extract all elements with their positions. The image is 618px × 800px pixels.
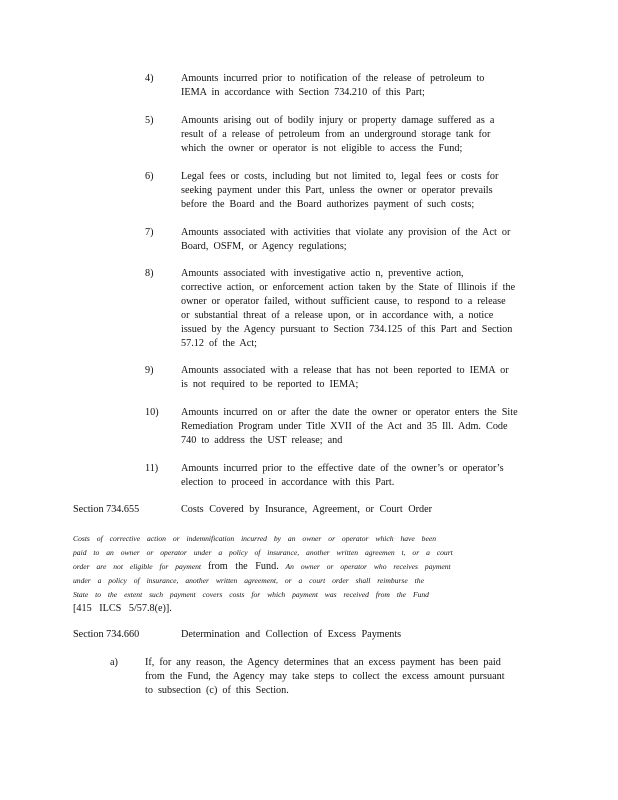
subsection-text: [145, 656, 525, 698]
section-title: Costs Covered by Insurance, Agreement, or Court Order: [181, 504, 433, 515]
item-number: 5): [145, 115, 154, 126]
item-number: 7): [145, 227, 154, 238]
item-number: 6): [145, 171, 154, 182]
item-line: Amounts associated with activities that violate any provision of the Act or: [181, 227, 511, 238]
item-number: 11): [145, 463, 159, 474]
statute-line: [73, 560, 533, 574]
subsection-line: If, for any reason, the Agency determines that an excess payment has been paid: [145, 657, 501, 668]
item-line: Amounts incurred on or after the date the owner or operator enters the Site: [181, 407, 518, 418]
statute-citation: [415 ILCS 5/57.8(e)].: [73, 603, 172, 614]
section-number: Section 734.655: [73, 504, 140, 515]
item-line: Amounts incurred prior to notification of the release of petroleum to: [181, 73, 485, 84]
item-line: Amounts associated with a release that has not been reported to IEMA or: [181, 365, 509, 376]
list-item: [181, 170, 541, 212]
subsection-letter: a): [110, 657, 118, 668]
list-item: [181, 406, 541, 448]
statute-line: Costs of corrective action or indemnification incurred by an owner or operator which have been: [73, 534, 437, 543]
item-line: Board, OSFM, or Agency regulations;: [181, 241, 347, 252]
statute-line: under a policy of insurance, another written agreement, or a court order shall reimburse the: [73, 576, 424, 585]
list-item: [181, 462, 541, 490]
statute-fragment-normal: from the Fund.: [207, 561, 279, 572]
item-line: or substantial threat of a release upon, or in accordance with, a notice: [181, 310, 494, 321]
statutory-text: [73, 532, 533, 616]
statute-fragment: An owner or operator who receives payment: [285, 562, 451, 571]
item-line: result of a release of petroleum from an underground storage tank for: [181, 129, 491, 140]
statute-fragment: order are not eligible for payment: [73, 562, 201, 571]
item-number: 10): [145, 407, 159, 418]
item-line: Amounts associated with investigative actio n, preventive action,: [181, 268, 464, 279]
item-number: 4): [145, 73, 154, 84]
subsection-line: from the Fund, the Agency may take steps to collect the excess amount pursuant: [145, 671, 505, 682]
item-line: owner or operator failed, without sufficient cause, to respond to a release: [181, 296, 506, 307]
item-number: 8): [145, 268, 154, 279]
list-item: [181, 72, 541, 100]
statute-line: paid to an owner or operator under a policy of insurance, another written agreemen t, or a court: [73, 548, 453, 557]
item-number: 9): [145, 365, 154, 376]
list-item: [181, 364, 541, 392]
item-line: 57.12 of the Act;: [181, 338, 257, 349]
item-line: issued by the Agency pursuant to Section 734.125 of this Part and Section: [181, 324, 513, 335]
item-line: is not required to be reported to IEMA;: [181, 379, 359, 390]
list-item: [181, 114, 541, 156]
list-item: [181, 267, 541, 351]
item-line: Amounts incurred prior to the effective date of the owner’s or operator’s: [181, 463, 504, 474]
item-line: which the owner or operator is not eligible to access the Fund;: [181, 143, 463, 154]
item-line: Remediation Program under Title XVII of the Act and 35 Ill. Adm. Code: [181, 421, 508, 432]
subsection-line: to subsection (c) of this Section.: [145, 685, 289, 696]
item-line: before the Board and the Board authorizes payment of such costs;: [181, 199, 475, 210]
item-line: election to proceed in accordance with this Part.: [181, 477, 395, 488]
section-number: Section 734.660: [73, 629, 140, 640]
item-line: seeking payment under this Part, unless the owner or operator prevails: [181, 185, 493, 196]
statute-line: State to the extent such payment covers costs for which payment was received from the Fund: [73, 590, 429, 599]
item-line: 740 to address the UST release; and: [181, 435, 343, 446]
section-title: Determination and Collection of Excess Payments: [181, 629, 402, 640]
list-item: [181, 226, 541, 254]
item-line: IEMA in accordance with Section 734.210 of this Part;: [181, 87, 425, 98]
item-line: corrective action, or enforcement action taken by the State of Illinois if the: [181, 282, 516, 293]
item-line: Legal fees or costs, including but not limited to, legal fees or costs for: [181, 171, 499, 182]
item-line: Amounts arising out of bodily injury or property damage suffered as a: [181, 115, 495, 126]
